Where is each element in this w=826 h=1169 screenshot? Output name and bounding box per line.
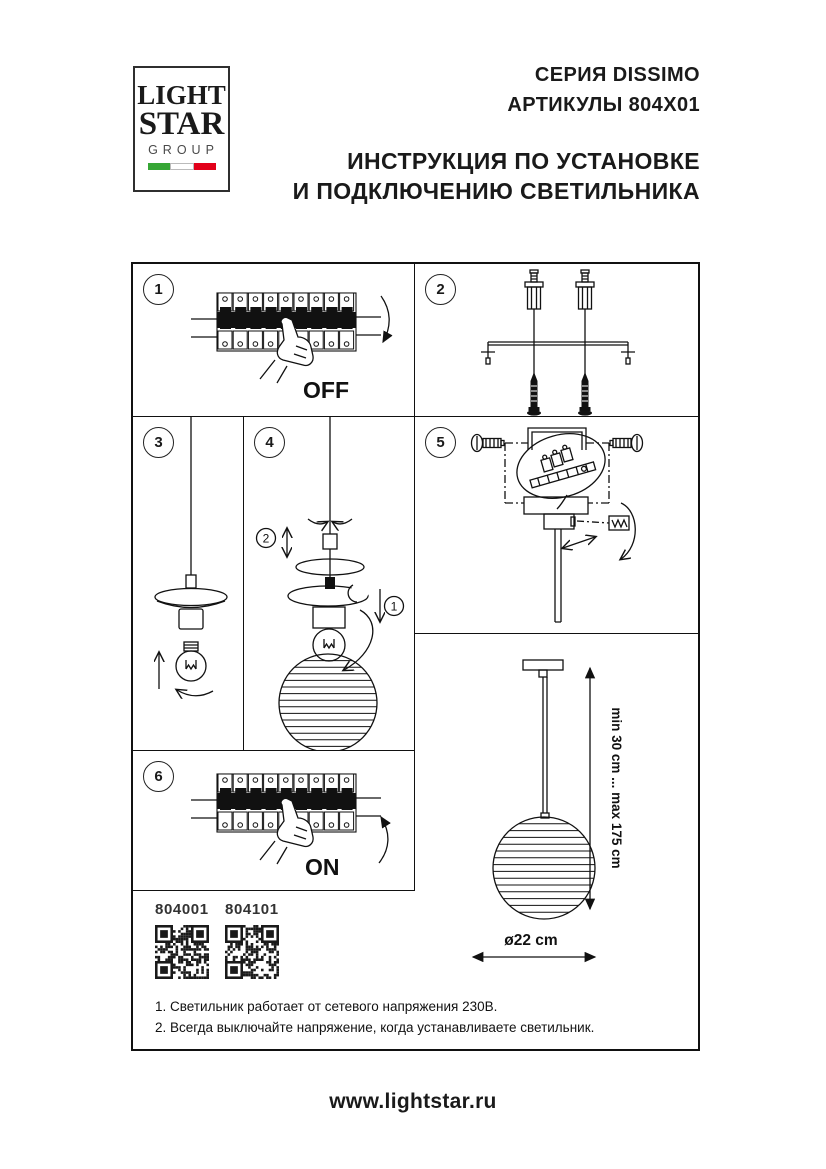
website-url: www.lightstar.ru (329, 1090, 497, 1113)
height-range-label: min 30 cm ... max 175 cm (609, 707, 624, 869)
flag-red-stripe (194, 163, 216, 170)
ceiling-plate (523, 660, 563, 670)
wall-anchor-icon (525, 270, 543, 309)
qr-code-icon (155, 925, 209, 979)
step-1-cell (133, 264, 415, 417)
step-3-number: 3 (143, 427, 174, 458)
callout-1-number: 1 (390, 599, 398, 614)
product-code-column (155, 901, 209, 979)
step-5-number: 5 (425, 427, 456, 458)
screw-icon (610, 435, 643, 452)
pendant-bulb-illustration (133, 417, 243, 750)
light-bulb-icon (176, 642, 206, 681)
shade-assembly-illustration (244, 417, 414, 750)
step-6-cell (133, 751, 415, 891)
diameter-label: ø22 cm (504, 932, 558, 949)
screw-icon (578, 372, 592, 416)
set-screw-icon (609, 516, 629, 530)
circuit-breaker-on-illustration (133, 751, 414, 890)
step-1-number: 1 (143, 274, 174, 305)
dimension-diagram (415, 634, 698, 1049)
ribbed-sphere-shade (279, 654, 377, 750)
product-code-column (225, 901, 279, 979)
canopy-plate (524, 497, 588, 514)
ribbed-sphere-shade (493, 817, 595, 919)
screw-icon (472, 435, 505, 452)
double-arrow-icon (563, 537, 595, 548)
articles-title: АРТИКУЛЫ 804X01 (507, 94, 700, 116)
wall-anchor-icon (576, 270, 594, 309)
instruction-title-line1: ИНСТРУКЦИЯ ПО УСТАНОВКЕ (347, 148, 700, 174)
mounting-bracket-illustration (415, 264, 697, 416)
step-3-cell (133, 417, 244, 751)
step-4-number: 4 (254, 427, 285, 458)
series-title: СЕРИЯ DISSIMO (534, 64, 700, 86)
bracket-bar (481, 342, 635, 364)
rotate-arrow-icon (177, 690, 213, 696)
italian-flag-icon (148, 163, 216, 170)
note-line: 1. Светильник работает от сетевого напряжения 230В. (155, 999, 498, 1014)
instruction-title-line2: И ПОДКЛЮЧЕНИЮ СВЕТИЛЬНИКА (292, 177, 700, 204)
step-2-number: 2 (425, 274, 456, 305)
instruction-grid (131, 262, 700, 1051)
logo-text-light: LIGHT (137, 80, 226, 110)
flag-white-stripe (170, 163, 194, 170)
step-4-cell (244, 417, 415, 751)
logo-text-group: GROUP (148, 143, 219, 158)
callout-2-number: 2 (262, 531, 270, 546)
arrow-down-icon (381, 296, 389, 342)
suspension-rod (543, 677, 547, 813)
off-label: OFF (303, 377, 349, 403)
top-bracket (528, 428, 586, 450)
step-2-cell (415, 264, 698, 417)
screw-icon (527, 372, 541, 416)
logo-text-star: STAR (138, 106, 225, 142)
lightstar-logo (133, 66, 230, 192)
qr-code-icon (225, 925, 279, 979)
terminal-block-icon (523, 439, 595, 488)
suspension-rod (555, 529, 561, 622)
safety-notes (155, 997, 690, 1039)
detail-balloon (509, 424, 613, 509)
circuit-breaker-off-illustration (133, 264, 414, 416)
step-6-number: 6 (143, 761, 174, 792)
product-code: 804001 (155, 901, 209, 918)
canopy-mounting-illustration (415, 417, 697, 633)
product-codes (155, 901, 279, 979)
step-5-cell (415, 417, 698, 634)
on-label: ON (305, 854, 340, 880)
flag-green-stripe (148, 163, 170, 170)
rotate-arrow-icon (621, 503, 635, 559)
header (293, 60, 700, 207)
rotate-arrow-icon (333, 519, 352, 524)
arrow-up-icon (379, 817, 388, 863)
product-code: 804101 (225, 901, 279, 918)
rotate-arrow-icon (308, 519, 327, 524)
note-line: 2. Всегда выключайте напряжение, когда устанавливаете светильник. (155, 1019, 595, 1035)
